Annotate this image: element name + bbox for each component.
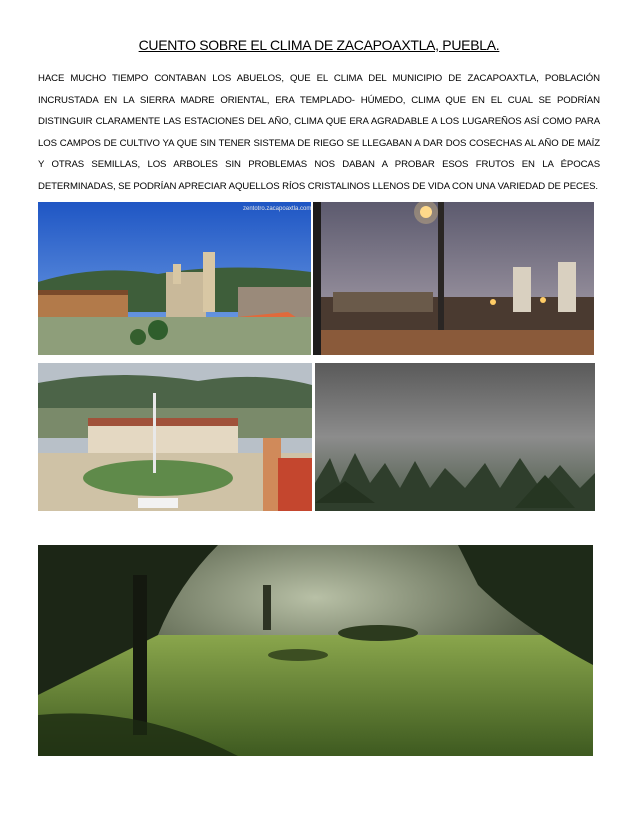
- document-title: CUENTO SOBRE EL CLIMA DE ZACAPOAXTLA, PUEBLA.: [138, 37, 500, 53]
- photo-misty-forest: [315, 363, 595, 511]
- watermark-text: zentotro.zacapoaxtla.com: [243, 206, 311, 212]
- photo-forest-meadow: [38, 545, 593, 756]
- photo-municipal-palace-aerial: [38, 363, 312, 511]
- photo-plaza-dusk: [313, 202, 594, 355]
- story-paragraph: HACE MUCHO TIEMPO CONTABAN LOS ABUELOS, QUE EL CLIMA DEL MUNICIPIO DE ZACAPOAXTLA, POBLACIÓN INCRUSTADA EN LA SIERRA MADRE ORIENTAL, ERA TEMPLADO- HÚMEDO, CLIMA QUE EN EL CUAL SE PODRÍAN DISTINGUIR CLARAMENTE LAS ESTACIONES DEL AÑO, CLIMA QUE ERA AGRADABLE A LOS LUGAREÑOS ASÍ COMO PARA LOS CAMPOS DE CULTIVO YA QUE SIN TENER SISTEMA DE RIEGO SE LLEGABAN A DAR DOS COSECHAS AL AÑO DE MAÍZ Y OTRAS SEMILLAS, LOS ARBOLES SIN PROBLEMAS NOS DABAN A PROBAR ESOS FRUTOS EN LA ÉPOCAS DETERMINADAS, SE PODRÍAN APRECIAR AQUELLOS RÍOS CRISTALINOS LLENOS DE VIDA CON UNA VARIEDAD DE PECES.: [38, 73, 600, 192]
- photo-town-plaza-day: [38, 202, 311, 355]
